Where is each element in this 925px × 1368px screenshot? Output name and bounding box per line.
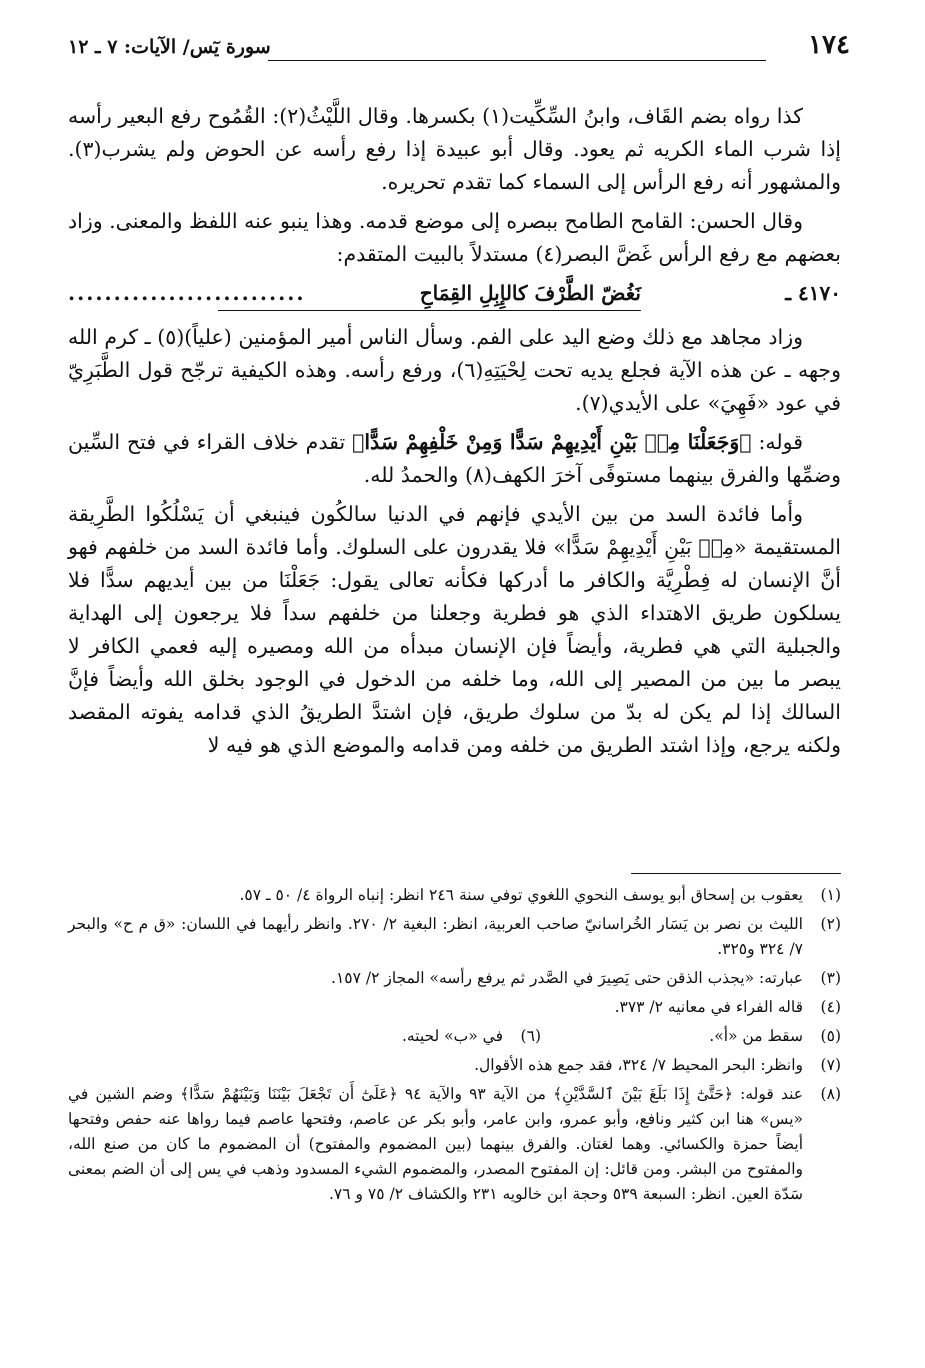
footnote-text: يعقوب بن إسحاق أبو يوسف النحوي اللغوي توفي سنة ٢٤٦ انظر: إنباه الرواة ٤/ ٥٠ ـ ٥٧.	[239, 886, 803, 904]
footnote-mark: (٥)	[820, 1027, 841, 1045]
footnote-3	[68, 966, 841, 991]
footnote-mark: (٤)	[820, 998, 841, 1016]
verse-dots: ..........................	[68, 281, 306, 305]
verse-number: ٤١٧٠ ـ	[785, 281, 841, 305]
verse-hemistich: نَغُضّ الطَّرْفَ كالإِبِلِ القِمَاحِ	[419, 281, 641, 305]
footnote-row-5-6	[68, 1024, 841, 1049]
footnote-4	[68, 995, 841, 1020]
footnote-mark: (٧)	[820, 1056, 841, 1074]
paragraph-4	[68, 426, 841, 492]
footnotes	[68, 883, 841, 1211]
footnote-text: في «ب» لحيته.	[401, 1027, 503, 1045]
paragraph-1: كذا رواه بضم القَاف، وابنُ السِّكِّيت(١) بكسرها. وقال اللَّيْثُ(٢): القُمُوح رفع البعير رأسه إذا شرب الماء الكريه ثم يعود. وقال أبو عبيدة إذا رفع رأسه عن الحوض ولم يشرب(٣). والمشهور أنه رفع الرأس إلى السماء كما تقدم تحريره.	[68, 104, 841, 194]
footnote-separator	[631, 873, 841, 874]
paragraph-4-rest: تقدم خلاف القراء في فتح السِّين وضمِّها والفرق بينهما مستوفًى آخرَ الكهف(٨) والحمدُ لله.	[68, 430, 841, 487]
footnote-7	[68, 1053, 841, 1078]
footnote-8	[68, 1082, 841, 1207]
paragraph-3: وزاد مجاهد مع ذلك وضع اليد على الفم. وسأل الناس أمير المؤمنين (علياً)(٥) ـ كرم الله وجهه ـ عن هذه الآية فجلع يديه تحت لِحْيَتِهِ(٦)، ورفع رأسه. وهذه الكيفية ترجّح قول الطَّبَرِيّ في عود «فَهِيَ» على الأيدي(٧).	[68, 325, 842, 415]
footnote-mark: (٦)	[520, 1027, 541, 1045]
footnote-mark: (٣)	[820, 969, 841, 987]
paragraph-2: وقال الحسن: القامح الطامح ببصره إلى موضع قدمه. وهذا ينبو عنه اللفظ والمعنى. وزاد بعضهم مع رفع الرأس غَضَّ البصر(٤) مستدلاً بالبيت المتقدم:	[68, 209, 841, 266]
footnote-text: قاله الفراء في معانيه ٢/ ٣٧٣.	[614, 998, 803, 1016]
footnote-text: وانظر: البحر المحيط ٧/ ٣٢٤، فقد جمع هذه الأقوال.	[474, 1056, 803, 1074]
footnote-5	[541, 1024, 841, 1049]
footnote-6	[241, 1024, 541, 1049]
footnote-text: عبارته: «يجذب الذقن حتى يَصِيرَ في الصَّدر ثم يرفع رأسه» المجاز ٢/ ١٥٧.	[331, 969, 803, 987]
header-rule	[268, 60, 766, 61]
verse-rule	[218, 310, 641, 311]
poetry-verse	[68, 277, 841, 317]
footnote-mark: (١)	[820, 886, 841, 904]
footnote-text: الليث بن نصر بن يَسَار الخُراسانيّ صاحب العربية، انظر: البغية ٢/ ٢٧٠. وانظر رأيهما في اللسان: «ق م ح» والبحر ٧/ ٣٢٤ و٣٢٥.	[68, 915, 803, 958]
footnote-2	[68, 912, 841, 962]
footnote-text: سقط من «أ».	[709, 1027, 803, 1045]
footnote-mark: (٢)	[820, 915, 841, 933]
footnote-1	[68, 883, 841, 908]
paragraph-5: وأما فائدة السد من بين الأيدي فإنهم في الدنيا سالكُون فينبغي أن يَسْلُكُوا الطَّرِيقة المستقيمة «مِنۢ بَيْنِ أَيْدِيهِمْ سَدًّا» فلا يقدرون على السلوك. وأما فائدة السد من خلفهم فهو أنَّ الإنسان له فِطْرِيَّة والكافر ما أدركها فكأنه تعالى يقول: جَعَلْنَا من بين أيديهم سدًّا فلا يسلكون طريق الاهتداء الذي هو فطرية وجعلنا من خلفهم سداً فلا يرجعون إلى الهداية والجبلية التي هي فطرية، وأيضاً فإن الإنسان مبدأه من الله ومصيره إليه فعمي الكافر لا يبصر ما بين من المصير إلى الله، وما خلفه من الدخول في الوجود بخلق الله وأيضاً فإنَّ السالك إذا لم يكن له بدّ من سلوك طريق، فإن اشتدَّ الطريقُ الذي قدامه يفوته المقصد ولكنه يرجع، وإذا اشتد الطريق من خلفه ومن قدامه والموضع الذي هو فيه لا	[68, 502, 841, 757]
quran-quote: ﴿وَجَعَلْنَا مِنۢ بَيْنِ أَيْدِيهِمْ سَدًّا وَمِنْ خَلْفِهِمْ سَدًّا﴾	[352, 430, 752, 454]
paragraph-4-lead: قوله:	[751, 430, 803, 454]
page-number: ١٧٤	[808, 30, 850, 60]
footnote-mark: (٨)	[820, 1085, 841, 1103]
footnote-text: عند قوله: ﴿حَتَّىٰٓ إِذَا بَلَغَ بَيْنَ ٱلسَّدَّيْنِ﴾ من الآية ٩٣ والآية ٩٤ ﴿عَلَىٰٓ أَن تَجْعَلَ بَيْنَنَا وَبَيْنَهُمْ سَدًّا﴾ وضم الشين في «يس» هنا ابن كثير ونافع، وأبو عمرو، وابن عامر، وأبو بكر عن عاصم، وفتحها عاصم فيما رواها عنه حفص وفتحها أيضاً حمزة والكسائي. وهما لغتان. والفرق بينهما (بين المضموم والمفتوح) أن المضموم ما كان من صنع الله، والمفتوح من البشر. ومن قائل: إن المفتوح المصدر، والمضموم الشيء المسدود وذهب في يس إلى أن الضم بمعنى سَدّة العين. انظر: السبعة ٥٣٩ وحجة ابن خالويه ٢٣١ والكشاف ٢/ ٧٥ و ٧٦.	[68, 1085, 804, 1203]
page-header	[68, 30, 850, 70]
running-title: سورة يٓس/ الآيات: ٧ ـ ١٢	[68, 36, 271, 58]
main-text	[68, 100, 841, 768]
